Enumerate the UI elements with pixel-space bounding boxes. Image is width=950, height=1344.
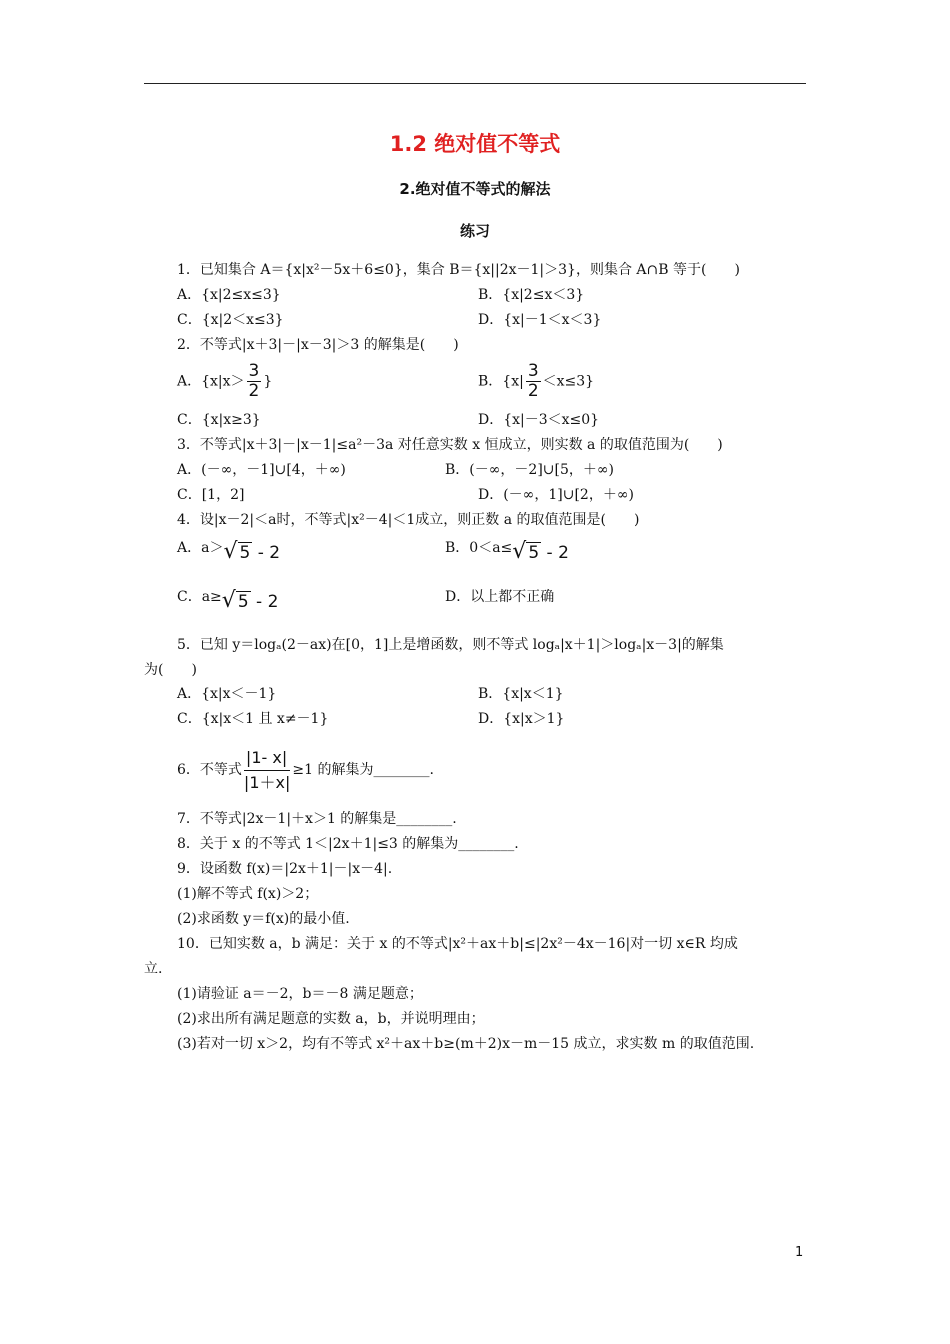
q2-b-prefix: B．{x|: [478, 373, 524, 390]
q2-stem: 2．不等式|x＋3|－|x－3|＞3 的解集是( ): [177, 337, 459, 353]
q2-option-b: [478, 362, 594, 401]
fraction-numerator: 3: [527, 361, 539, 381]
q10-stem-line2: 立.: [144, 961, 163, 977]
q1-option-d: D．{x|－1＜x＜3}: [478, 312, 602, 328]
fraction-numerator: 3: [248, 361, 260, 381]
q9-part2: (2)求函数 y＝f(x)的最小值.: [177, 911, 350, 927]
q5-option-a: A．{x|x＜－1}: [177, 686, 277, 702]
q6-stem: [177, 744, 434, 796]
fraction: [247, 362, 262, 401]
sqrt-expression: [221, 588, 279, 613]
q6-prefix: 6．不等式: [177, 762, 242, 778]
q4-c-prefix: C．a≥: [177, 589, 222, 605]
fraction-denominator: 2: [248, 381, 260, 401]
q10-stem-line1: 10．已知实数 a，b 满足：关于 x 的不等式|x²＋ax＋b|≤|2x²－4x－16|对一切 x∈R 均成: [177, 936, 738, 952]
q5-option-c: C．{x|x＜1 且 x≠－1}: [177, 711, 329, 727]
sqrt-expression: [223, 539, 281, 564]
fraction-denominator: |1＋x|: [243, 772, 291, 792]
q3-option-b: B．(－∞，－2]∪[5，＋∞): [445, 462, 615, 478]
sqrt-expression: [512, 539, 569, 564]
q9-stem: 9．设函数 f(x)＝|2x＋1|－|x－4|.: [177, 861, 393, 877]
sqrt-tail: - 2: [541, 543, 569, 563]
radicand: 5: [239, 543, 251, 563]
radicand: 5: [528, 543, 540, 563]
q10-part2: (2)求出所有满足题意的实数 a，b，并说明理由；: [177, 1011, 485, 1027]
page-number: 1: [795, 1245, 804, 1260]
sqrt-tail: - 2: [252, 543, 281, 563]
q3-option-a: A．(－∞，－1]∪[4，＋∞): [177, 462, 346, 478]
page-subtitle: 2.绝对值不等式的解法: [399, 180, 551, 198]
q4-option-b: [445, 539, 569, 562]
q4-option-d: D．以上都不正确: [445, 589, 555, 605]
q4-a-prefix: A．a＞: [177, 540, 224, 556]
q3-option-d: D．(－∞，1]∪[2，＋∞): [478, 487, 634, 503]
page-title: 1.2 绝对值不等式: [389, 132, 561, 156]
radicand: 5: [237, 592, 249, 612]
q1-option-c: C．{x|2＜x≤3}: [177, 312, 284, 328]
q1-option-a: A．{x|2≤x≤3}: [177, 287, 281, 303]
q7-stem: 7．不等式|2x－1|＋x＞1 的解集是________.: [177, 811, 457, 827]
q1-option-b: B．{x|2≤x＜3}: [478, 287, 585, 303]
q2-option-c: C．{x|x≥3}: [177, 412, 261, 428]
q2-option-a: [177, 362, 272, 401]
q5-option-b: B．{x|x＜1}: [478, 686, 564, 702]
q2-a-prefix: A．{x|x＞: [177, 373, 245, 390]
q9-part1: (1)解不等式 f(x)＞2；: [177, 886, 319, 902]
q10-part3: (3)若对一切 x＞2，均有不等式 x²＋ax＋b≥(m＋2)x－m－15 成立，求实数 m 的取值范围.: [177, 1036, 755, 1052]
sqrt-tail: - 2: [250, 592, 279, 612]
q2-b-suffix: ＜x≤3}: [542, 373, 595, 390]
q8-stem: 8．关于 x 的不等式 1＜|2x＋1|≤3 的解集为________.: [177, 836, 519, 852]
radical-sign-icon: √: [512, 539, 527, 564]
fraction-numerator: |1- x|: [244, 746, 290, 771]
fraction-denominator: 2: [527, 381, 539, 401]
q2-a-suffix: }: [263, 373, 273, 390]
q5-stem-line2: 为( ): [144, 662, 197, 678]
q4-stem: 4．设|x－2|＜a时，不等式|x²－4|＜1成立，则正数 a 的取值范围是( ): [177, 512, 640, 528]
fraction: [526, 362, 541, 401]
q2-option-d: D．{x|－3＜x≤0}: [478, 412, 600, 428]
q1-stem: 1．已知集合 A＝{x|x²－5x＋6≤0}，集合 B＝{x||2x－1|＞3}，则集合 A∩B 等于( ): [177, 262, 740, 278]
fraction: [244, 746, 290, 795]
q10-part1: (1)请验证 a＝－2，b＝－8 满足题意；: [177, 986, 423, 1002]
radical-sign-icon: √: [221, 588, 236, 613]
q3-option-c: C．[1，2]: [177, 487, 245, 503]
q4-option-c: [177, 588, 278, 611]
q5-stem-line1: 5．已知 y＝logₐ(2－ax)在[0，1]上是增函数，则不等式 logₐ|x＋1|＞logₐ|x－3|的解集: [177, 637, 724, 653]
q6-suffix: ≥1 的解集为________.: [292, 762, 434, 778]
q4-b-prefix: B．0＜a≤: [445, 540, 513, 556]
q4-option-a: [177, 539, 280, 562]
section-heading: 练习: [459, 222, 490, 240]
header-rule: [144, 83, 806, 84]
q5-option-d: D．{x|x＞1}: [478, 711, 565, 727]
q3-stem: 3．不等式|x＋3|－|x－1|≤a²－3a 对任意实数 x 恒成立，则实数 a 的取值范围为( ): [177, 437, 723, 453]
radical-sign-icon: √: [223, 539, 238, 564]
